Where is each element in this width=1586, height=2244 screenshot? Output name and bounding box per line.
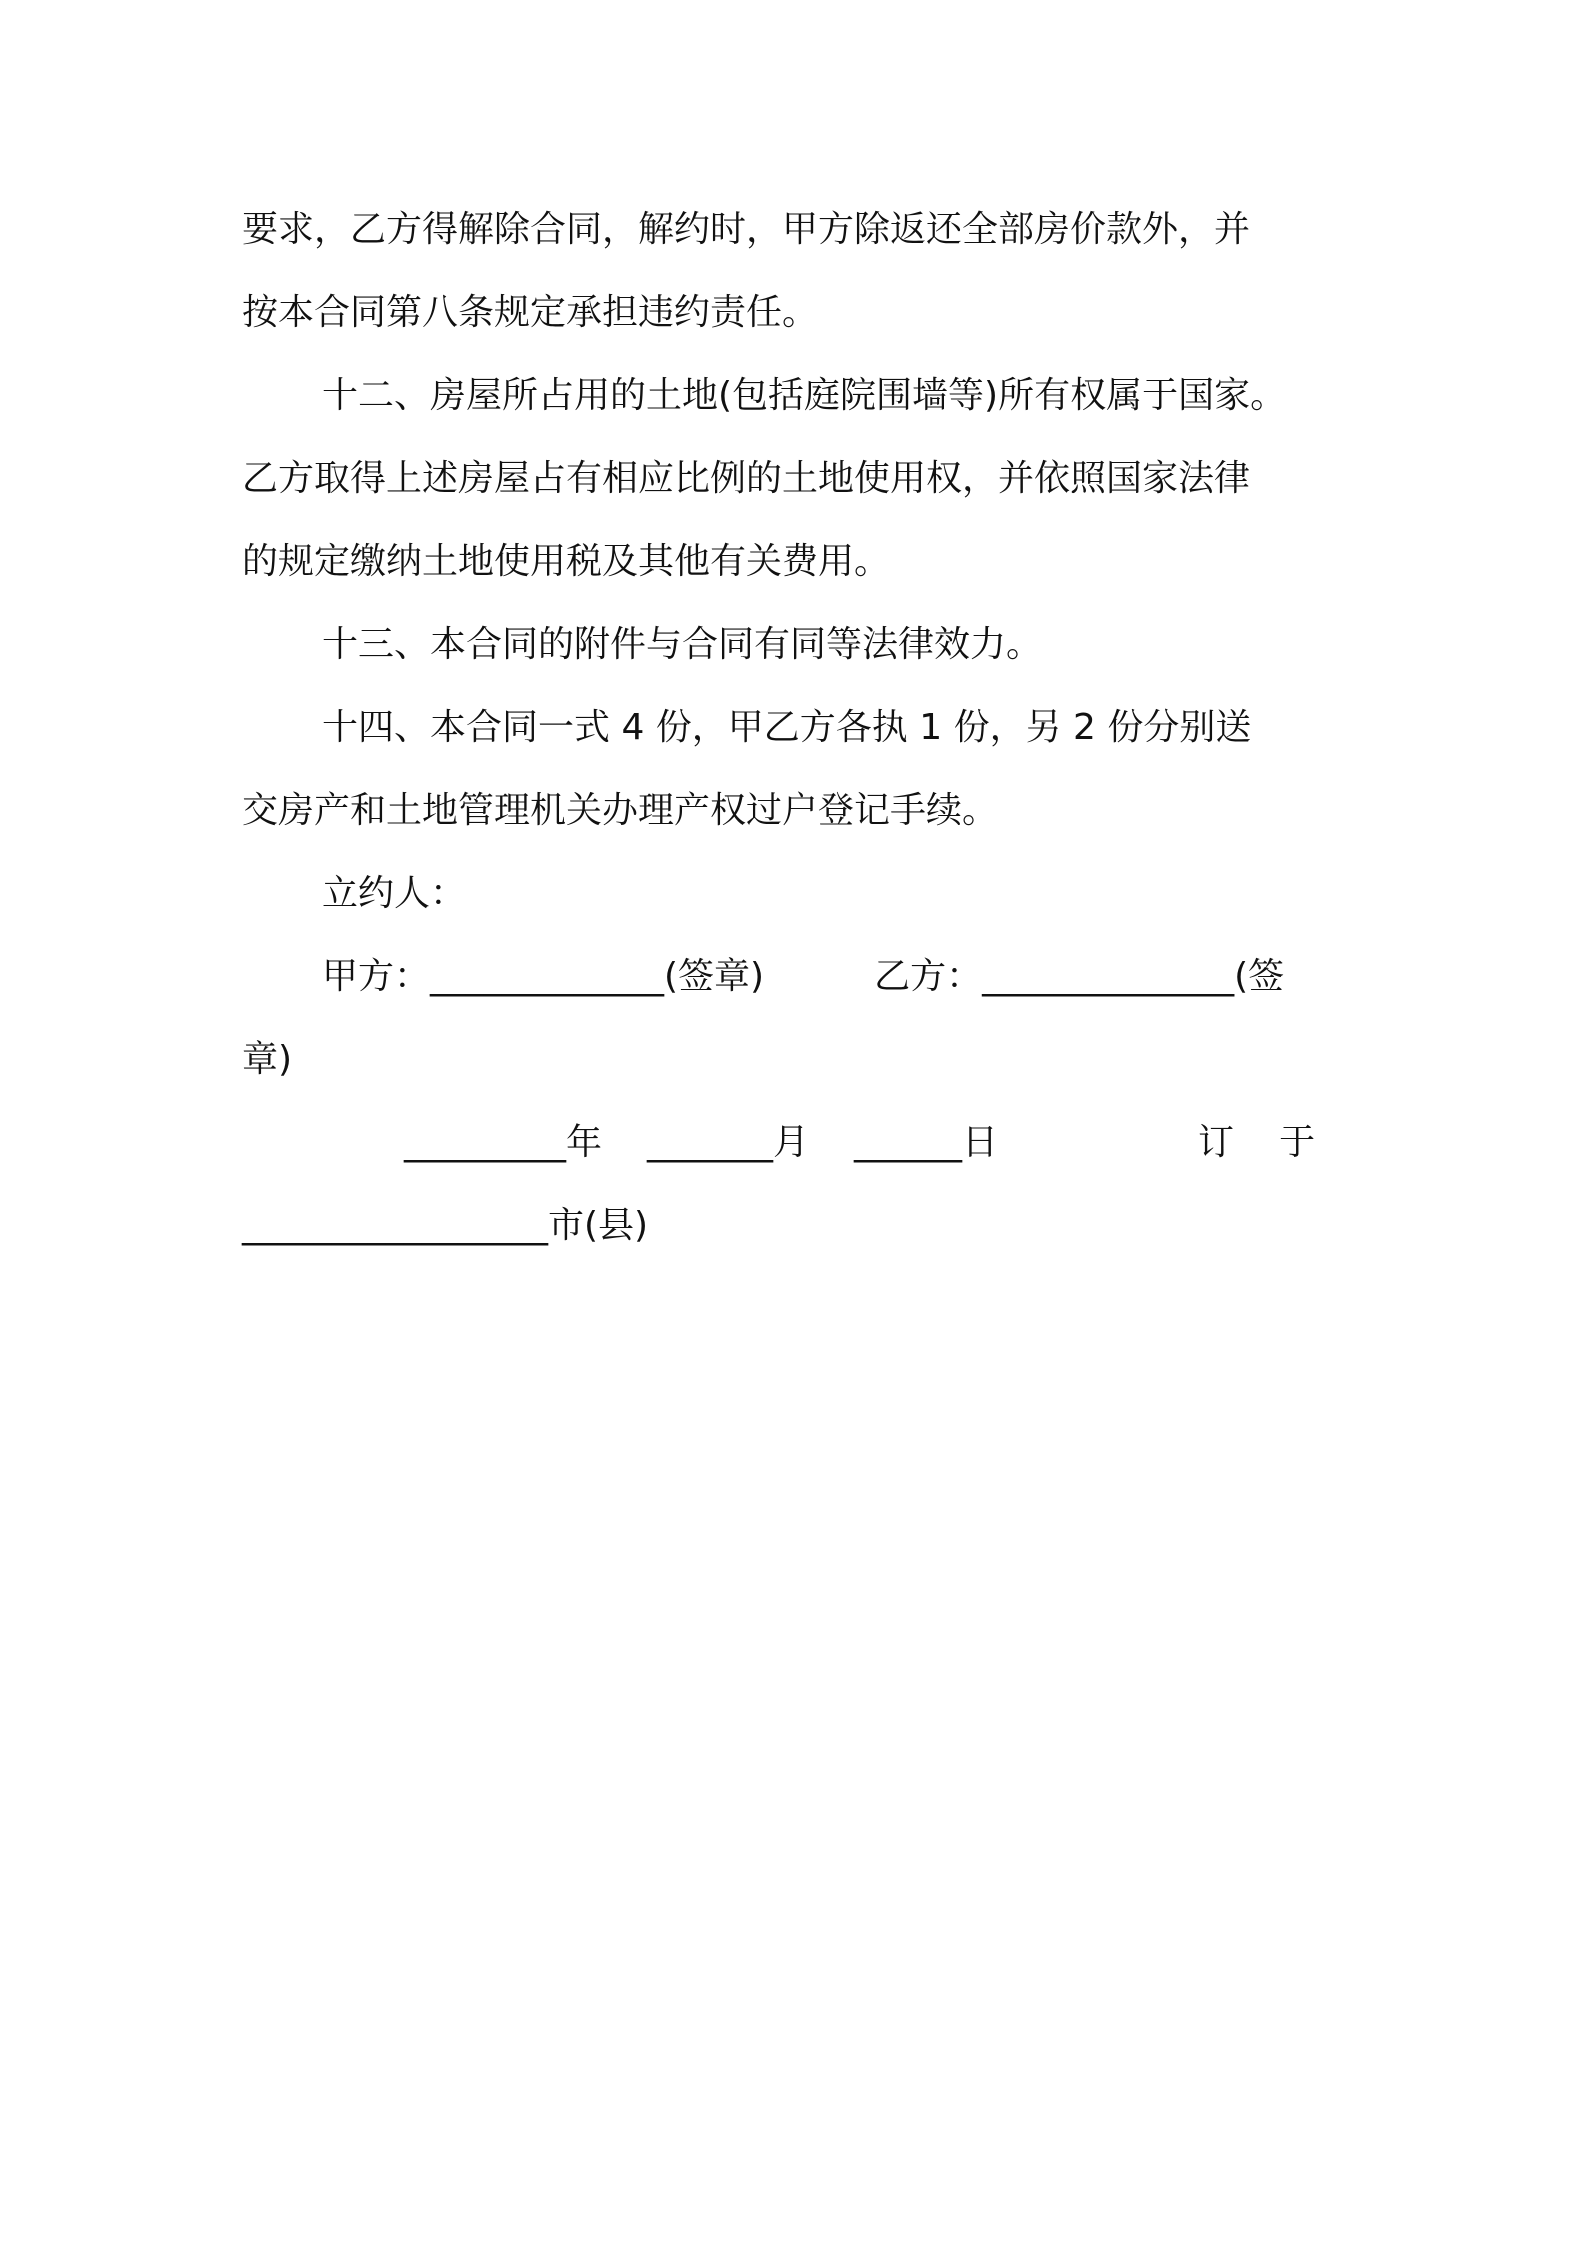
- party-a-signature: 甲方：_____________(签章): [322, 956, 765, 997]
- party-b-signature-cont: 章): [242, 1039, 293, 1080]
- signature-line: [242, 935, 1354, 1018]
- clause-12-line-2: 乙方取得上述房屋占有相应比例的土地使用权，并依照国家法律: [242, 458, 1251, 499]
- date-yu: 于: [1279, 1122, 1316, 1163]
- signatories-label: 立约人：: [322, 873, 467, 914]
- date-ding: 订: [1198, 1122, 1235, 1163]
- paragraph-line-2: 按本合同第八条规定承担违约责任。: [242, 292, 819, 333]
- clause-14-line-1: 十四、本合同一式 4 份，甲乙方各执 1 份，另 2 份分别送: [322, 707, 1252, 748]
- date-line: [242, 1101, 1354, 1184]
- clause-13: 十三、本合同的附件与合同有同等法律效力。: [322, 624, 1043, 665]
- contract-body: [242, 188, 1354, 1267]
- clause-14-line-2: 交房产和土地管理机关办理产权过户登记手续。: [242, 790, 999, 831]
- clause-12-line-3: 的规定缴纳土地使用税及其他有关费用。: [242, 541, 891, 582]
- date-year: _________年: [404, 1122, 603, 1163]
- clause-12-line-1: 十二、房屋所占用的土地(包括庭院围墙等)所有权属于国家。: [322, 375, 1287, 416]
- place-line: _________________市(县): [242, 1205, 649, 1246]
- date-month: _______月: [647, 1122, 810, 1163]
- paragraph-line-1: 要求，乙方得解除合同，解约时，甲方除返还全部房价款外，并: [242, 209, 1251, 250]
- date-day: ______日: [854, 1122, 999, 1163]
- party-b-signature: 乙方：______________(签: [874, 956, 1285, 997]
